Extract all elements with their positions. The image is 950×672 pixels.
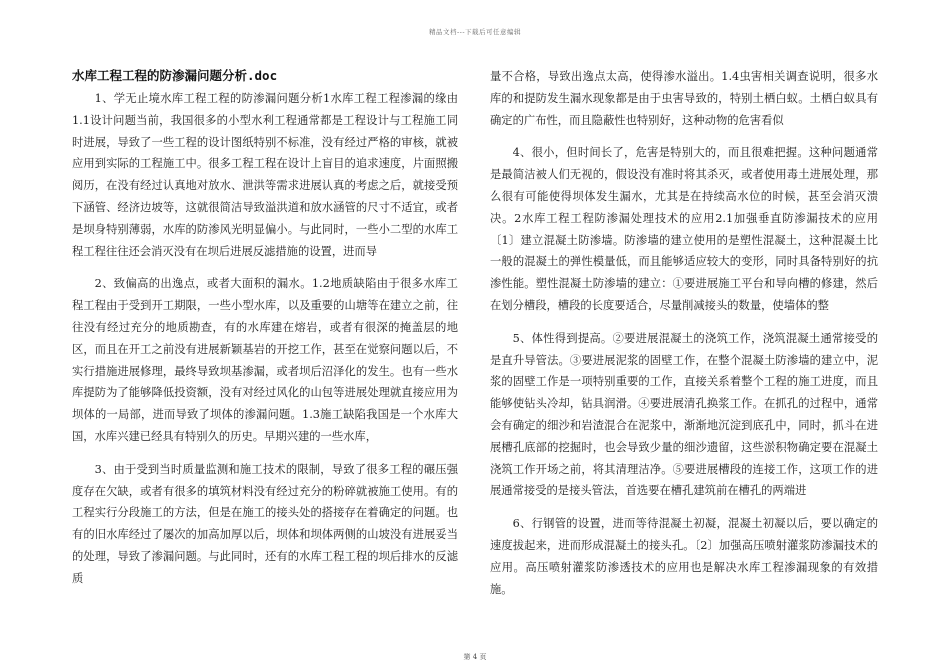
paragraph: 量不合格，导致出逸点太高，使得渗水溢出。1.4虫害相关调查说明，很多水库的和提防发生漏水现象都是由于虫害导致的，特别土栖白蚁。土栖白蚁具有确定的广布性，而且隐蔽性也特别好，这种动物的危害看似 [490,70,878,127]
paragraph: 5、体性得到提高。②要进展混凝土的浇筑工作，浇筑混凝土通常接受的是直升导管法。③要进展泥浆的固壁工作，在整个混凝土防渗墙的建立中，泥浆的固壁工作是一项特别重要的工作，直接关系着整个工程的施工进度，而且能够使钻头冷却，钻具润滑。④要进展清孔换浆工作。在抓孔的过程中，通常会有确定的细沙和岩渣混合在泥浆中，渐渐地沉淀到底孔中，同时，抓斗在进展槽孔底部的挖掘时，也会导致少量的细沙遗留，这些淤积物确定要在混凝土浇筑工作开场之前，将其清理洁净。⑤要进展槽段的连接工作，这项工作的进展通常接受的是接头管法，首选要在槽孔建筑前在槽孔的两端进 [490,331,878,498]
paragraph: 1、学无止境水库工程工程的防渗漏问题分析1水库工程工程渗漏的缘由1.1设计问题当前，我国很多的小型水利工程通常都是工程设计与工程施工同时进展，导致了一些工程的设计图纸特别不标准，没有经过严格的审核，就被应用到实际的工程施工中。很多工程工程在设计上盲目的追求速度，片面照搬阅历，在没有经过认真地对放水、泄洪等需求进展认真的考虑之后，就接受预下涵管、经济边坡等，这就很简洁导致溢洪道和放水涵管的尺寸不适宜，或者是坝身特别薄弱，水库的防渗风光明显偏小。与此同时，一些小二型的水库工程工程往往还会消灭没有在坝后进展反滤措施的设置，进而导 [72,92,458,258]
document-title: 水库工程工程的防渗漏问题分析.doc [72,68,278,83]
left-column [72,66,458,601]
paragraph: 2、致偏高的出逸点，或者大面积的漏水。1.2地质缺陷由于很多水库工程工程由于受到开工期限，一些小型水库，以及重要的山塘等在建立之前，往往没有经过充分的地质勘查，有的水库建在熔岩，或者有很深的掩盖层的地区，而且在开工之前没有进展新颖基岩的开挖工作，甚至在觉察问题以后，不实行措施进展修理，最终导致坝基渗漏，或者坝后沼泽化的发生。也有一些水库提防为了能够降低投资额，没有对经过风化的山包等进展处理就直接应用为坝体的一局部，进而导致了坝体的渗漏问题。1.3施工缺陷我国是一个水库大国，水库兴建已经具有特别久的历史。早期兴建的一些水库， [72,277,458,443]
paragraph: 6、行钢管的设置，进而等待混凝土初凝，混凝土初凝以后，要以确定的速度拔起来，进而形成混凝土的接头孔。〔2〕加强高压喷射灌浆防渗漏技术的应用。高压喷射灌浆防渗透技术的应用也是解决水库工程渗漏现象的有效措施。 [490,517,878,596]
right-column [490,66,878,611]
paragraph: 3、由于受到当时质量监测和施工技术的限制，导致了很多工程的碾压强度存在欠缺，或者有很多的填筑材料没有经过充分的粉碎就被施工使用。有的工程实行分段施工的方法，但是在施工的接头处的搭接存在着确定的问题。也有的旧水库经过了屡次的加高加厚以后，坝体和坝体两侧的山坡没有进展妥当的处理，导致了渗漏问题。与此同时，还有的水库工程工程的坝后排水的反滤质 [72,462,458,585]
paragraph: 4、很小，但时间长了，危害是特别大的，而且很难把握。这种问题通常是最简洁被人们无视的，假设没有准时将其杀灭，或者使用毒土进展处理，那么很有可能使得坝体发生漏水，尤其是在持续高水位的时候，甚至会消灭溃决。2水库工程工程防渗漏处理技术的应用2.1加强垂直防渗漏技术的应用〔1〕建立混凝土防渗墙。防渗墙的建立使用的是塑性混凝土，这种混凝土比一般的混凝土的弹性模量低，而且能够适应较大的变形，同时具备特别好的抗渗性能。塑性混凝土防渗墙的建立：①要进展施工平台和导向槽的修建，然后在划分槽段，槽段的长度要适合，尽量削减接头的数量，使墙体的整 [490,146,878,312]
page-number: 第 4 页 [463,653,487,661]
page-header: 精品文档---下载后可任意编辑 [428,28,522,36]
